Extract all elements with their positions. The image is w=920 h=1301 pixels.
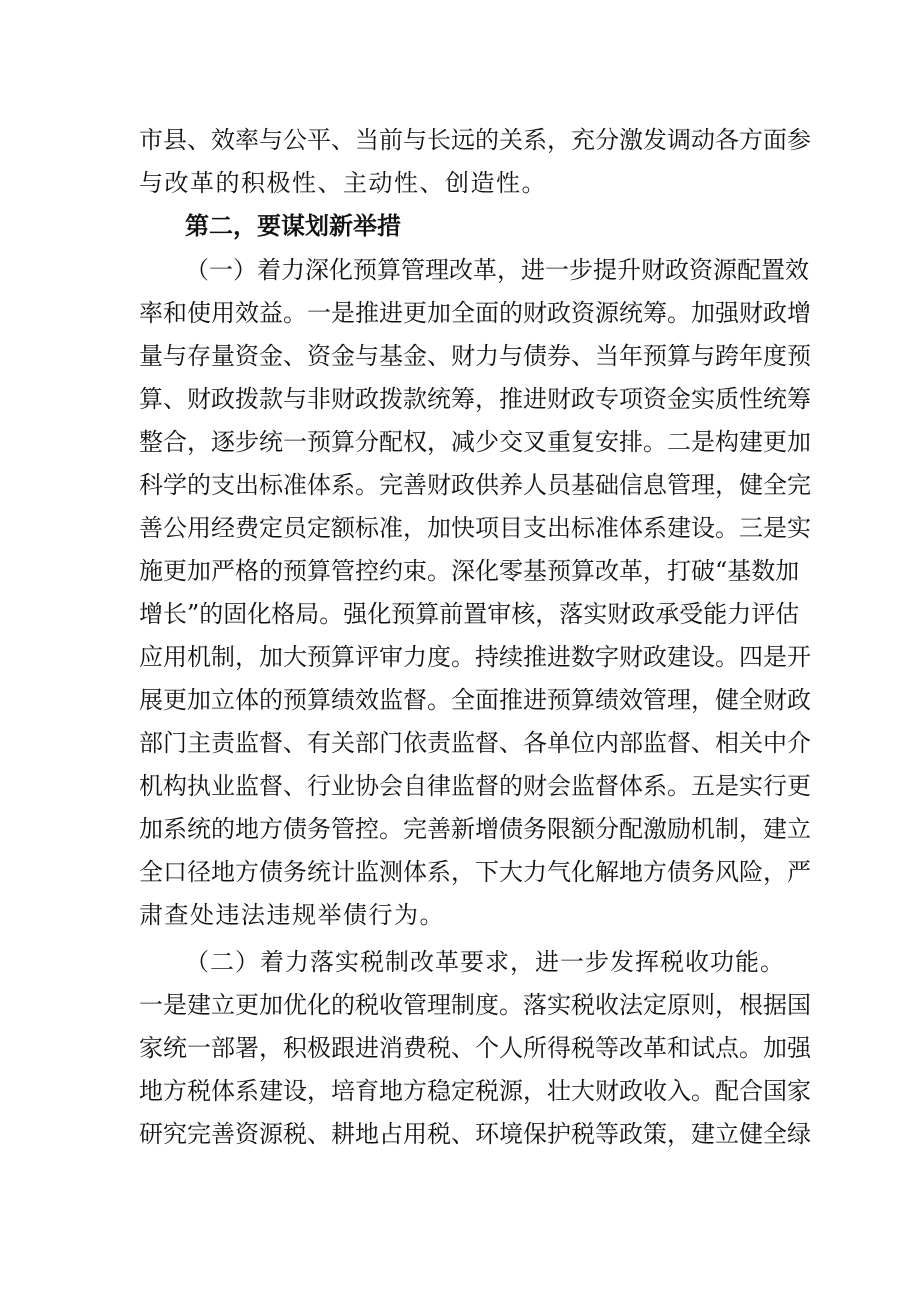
text-line: 应用机制，加大预算评审力度。持续推进数字财政建设。四是开 xyxy=(139,643,811,671)
text-line: 家统一部署，积极跟进消费税、个人所得税等改革和试点。加强 xyxy=(139,1034,811,1062)
text-line: 一是建立更加优化的税收管理制度。落实税收法定原则，根据国 xyxy=(139,991,811,1019)
text-line: 研究完善资源税、耕地占用税、环境保护税等政策，建立健全绿 xyxy=(139,1120,811,1148)
text-line: （一）着力深化预算管理改革，进一步提升财政资源配置效 xyxy=(185,256,809,284)
text-line: 率和使用效益。一是推进更加全面的财政资源统筹。加强财政增 xyxy=(139,299,811,327)
text-line: 市县、效率与公平、当前与长远的关系，充分激发调动各方面参 xyxy=(139,126,811,154)
text-line: 整合，逐步统一预算分配权，减少交叉重复安排。二是构建更加 xyxy=(139,428,811,456)
text-line: 展更加立体的预算绩效监督。全面推进预算绩效管理，健全财政 xyxy=(139,686,811,714)
text-line: 增长”的固化格局。强化预算前置审核，落实财政承受能力评估 xyxy=(139,600,800,628)
text-line: （二）着力落实税制改革要求，进一步发挥税收功能。 xyxy=(185,948,785,976)
text-line: 全口径地方债务统计监测体系，下大力气化解地方债务风险，严 xyxy=(139,858,811,886)
section-heading: 第二，要谋划新举措 xyxy=(185,212,401,240)
text-line: 科学的支出标准体系。完善财政供养人员基础信息管理，健全完 xyxy=(139,471,811,499)
text-line: 肃查处违法违规举债行为。 xyxy=(139,901,445,929)
text-line: 善公用经费定员定额标准，加快项目支出标准体系建设。三是实 xyxy=(139,514,811,542)
text-line: 算、财政拨款与非财政拨款统筹，推进财政专项资金实质性统筹 xyxy=(139,385,811,413)
text-line: 与改革的积极性、主动性、创造性。 xyxy=(139,169,547,197)
text-line: 地方税体系建设，培育地方稳定税源，壮大财政收入。配合国家 xyxy=(139,1077,811,1105)
text-line: 加系统的地方债务管控。完善新增债务限额分配激励机制，建立 xyxy=(139,815,811,843)
text-line: 施更加严格的预算管控约束。深化零基预算改革，打破“基数加 xyxy=(139,557,800,585)
text-line: 量与存量资金、资金与基金、财力与债券、当年预算与跨年度预 xyxy=(139,342,811,370)
text-line: 机构执业监督、行业协会自律监督的财会监督体系。五是实行更 xyxy=(139,772,811,800)
text-line: 部门主责监督、有关部门依责监督、各单位内部监督、相关中介 xyxy=(139,729,811,757)
